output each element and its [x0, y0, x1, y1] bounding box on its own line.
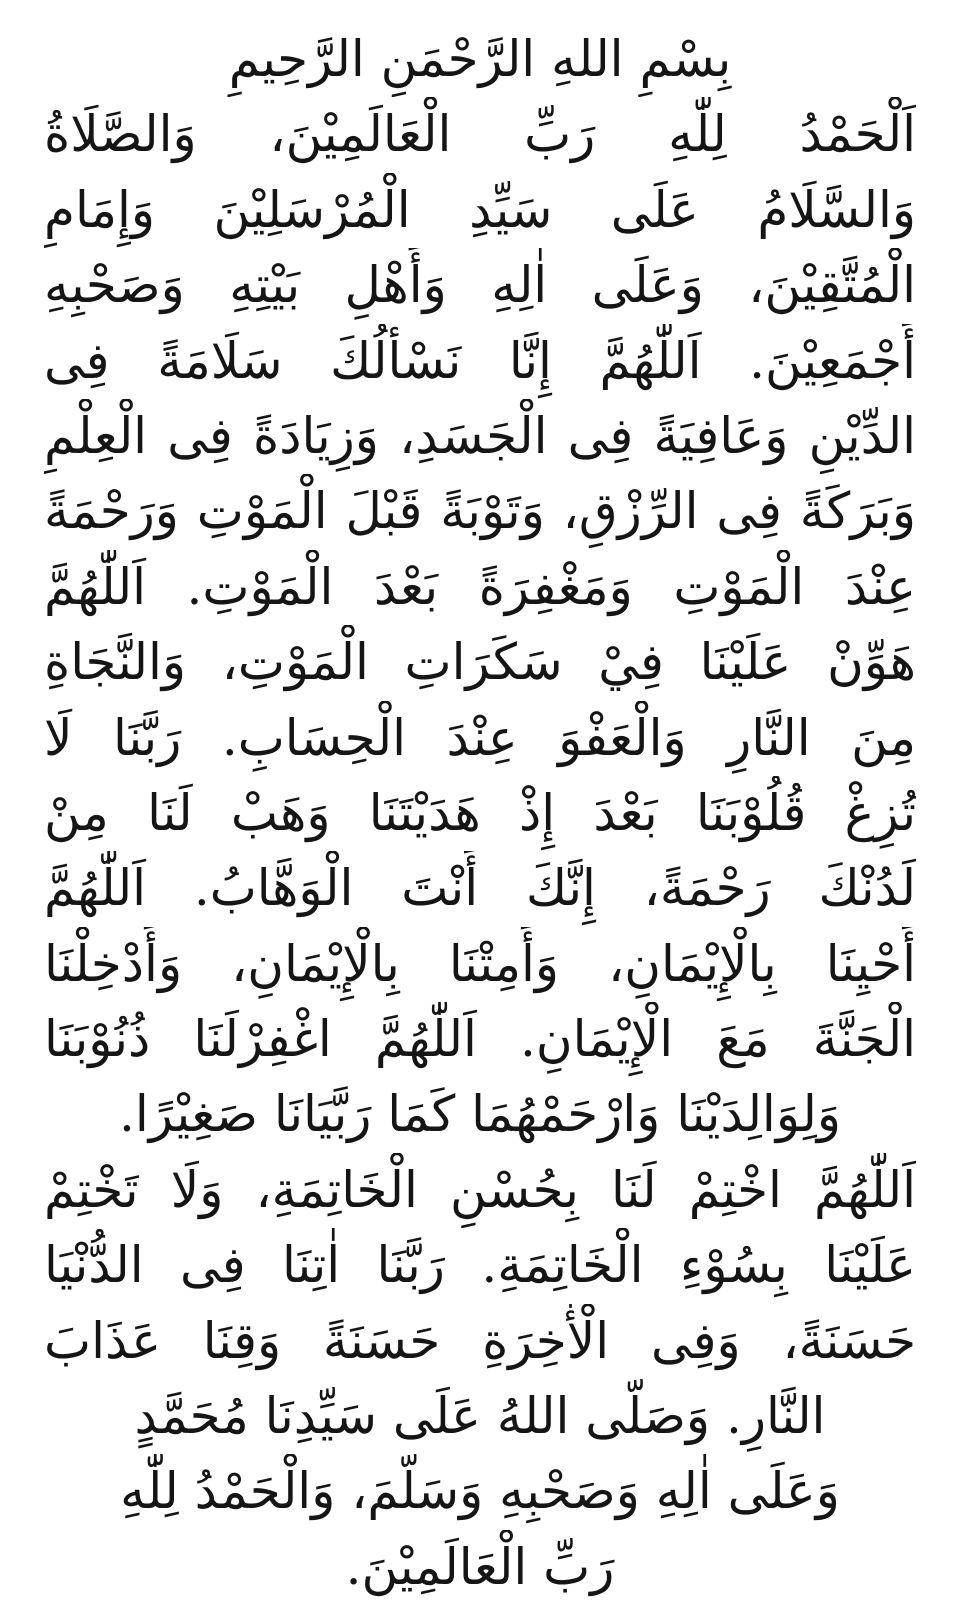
text-line: تُزِغْ قُلُوْبَنَا بَعْدَ إِذْ هَدَيْتَنَا وَهَبْ لَنَا مِنْ — [44, 783, 916, 842]
text-line: عَلَيْنَا بِسُوْءِ الْخَاتِمَةِ. رَبَّنَا اٰتِنَا فِى الدُّنْيَا — [44, 1236, 916, 1295]
text-line: اَللّٰهُمَّ اخْتِمْ لَنَا بِحُسْنِ الْخَاتِمَةِ، وَلَا تَخْتِمْ — [44, 1160, 916, 1219]
text-line: وَالسَّلَامُ عَلَى سَيِّدِ الْمُرْسَلِيْنَ وَإِمَامِ — [44, 180, 916, 239]
text-line: هَوِّنْ عَلَيْنَا فِيْ سَكَرَاتِ الْمَوْتِ، وَالنَّجَاةِ — [44, 633, 916, 692]
text-line: الْجَنَّةَ مَعَ الْإِيْمَانِ. اَللّٰهُمَّ اغْفِرْلَنَا ذُنُوْبَنَا — [44, 1010, 916, 1069]
text-line: النَّارِ. وَصَلَّى اللهُ عَلَى سَيِّدِنَا مُحَمَّدٍ — [134, 1387, 826, 1446]
text-line: أَجْمَعِيْنَ. اَللّٰهُمَّ إِنَّا نَسْأَلُكَ سَلَامَةً فِى — [44, 331, 916, 390]
text-line: عِنْدَ الْمَوْتِ وَمَغْفِرَةً بَعْدَ الْمَوْتِ. اَللّٰهُمَّ — [44, 557, 916, 616]
text-line: مِنَ النَّارِ وَالْعَفْوَ عِنْدَ الْحِسَابِ. رَبَّنَا لَا — [44, 708, 916, 767]
text-line: لَدُنْكَ رَحْمَةً، إِنَّكَ أَنْتَ الْوَهَّابُ. اَللّٰهُمَّ — [44, 859, 916, 918]
text-line: وَلِوَالِدَيْنَا وَارْحَمْهُمَا كَمَا رَبَّيَانَا صَغِيْرًا. — [118, 1085, 842, 1144]
text-line: وَعَلَى اٰلِهِ وَصَحْبِهِ وَسَلَّمَ، وَالْحَمْدُ لِلّٰهِ — [120, 1462, 840, 1521]
text-line: وَبَرَكَةً فِى الرِّزْقِ، وَتَوْبَةً قَبْلَ الْمَوْتِ وَرَحْمَةً — [44, 482, 916, 541]
closing-line: رَبِّ الْعَالَمِيْنَ. — [345, 1537, 615, 1596]
text-line: أَحْيِنَا بِالْإِيْمَانِ، وَأَمِتْنَا بِالْإِيْمَانِ، وَأَدْخِلْنَا — [44, 934, 916, 993]
text-line: الدِّيْنِ وَعَافِيَةً فِى الْجَسَدِ، وَزِيَادَةً فِى الْعِلْمِ — [44, 406, 916, 465]
text-line: الْمُتَّقِيْنَ، وَعَلَى اٰلِهِ وَأَهْلِ بَيْتِهِ وَصَحْبِهِ — [44, 256, 916, 315]
basmala-line: بِسْمِ اللهِ الرَّحْمَنِ الرَّحِيمِ — [228, 30, 732, 88]
text-line: اَلْحَمْدُ لِلّٰهِ رَبِّ الْعَالَمِيْنَ، وَالصَّلَاةُ — [44, 105, 916, 164]
text-line: حَسَنَةً، وَفِى الْأٰخِرَةِ حَسَنَةً وَقِنَا عَذَابَ — [44, 1311, 916, 1370]
prayer-text — [44, 22, 916, 1605]
